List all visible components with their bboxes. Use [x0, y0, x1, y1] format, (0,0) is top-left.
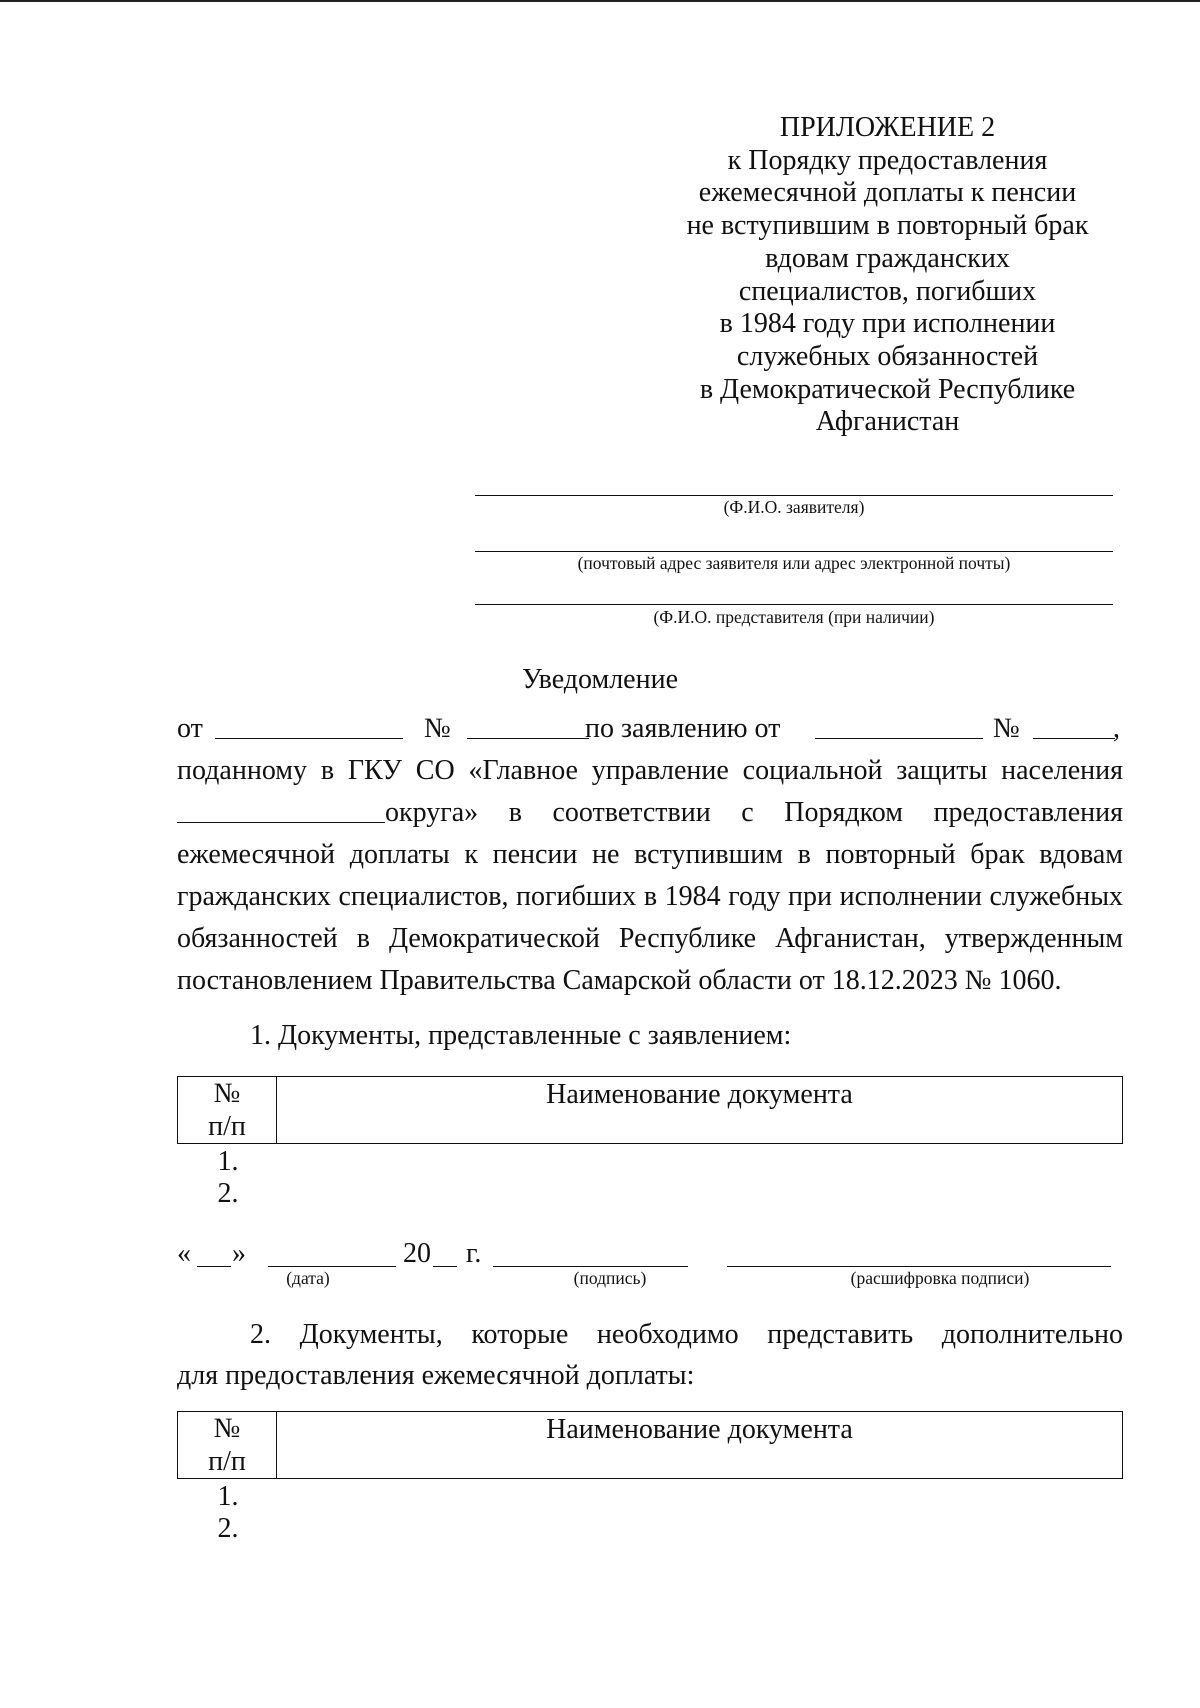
notice-line-3-rest: в соответствии с Порядком предоставления	[508, 797, 1124, 828]
representative-name-field[interactable]	[475, 604, 1113, 605]
table-row-number: 2.	[217, 1178, 239, 1209]
district-word: округа»	[385, 797, 479, 828]
signature-caption: (подпись)	[573, 1268, 647, 1288]
notice-body	[177, 708, 1123, 1002]
notice-date-field[interactable]	[215, 738, 403, 739]
notice-line-6: обязанностей в Демократической Республике Афганистан, утвержденным	[177, 923, 1123, 954]
notice-line-5: гражданских специалистов, погибших в 1984 году при исполнении служебных	[177, 881, 1123, 912]
representative-name-caption: (Ф.И.О. представителя (при наличии)	[653, 607, 935, 627]
section-1-table	[177, 1076, 1123, 1144]
appendix-line: специалистов, погибших	[738, 275, 1037, 307]
section-1-title: 1. Документы, представленные с заявлением:	[250, 1020, 792, 1051]
district-field[interactable]	[177, 822, 385, 823]
notice-line-7: постановлением Правительства Самарской области от 18.12.2023 № 1060.	[177, 965, 1062, 996]
appendix-line: в Демократической Республике	[699, 373, 1076, 405]
year-field[interactable]	[433, 1266, 457, 1267]
notice-title: Уведомление	[521, 664, 678, 695]
table-row-number: 2.	[217, 1513, 239, 1544]
table-row-number: 1.	[217, 1146, 239, 1177]
notice-line-3-text	[385, 792, 1123, 834]
num-pp: п/п	[208, 1111, 246, 1142]
table-header-num	[178, 1077, 277, 1143]
signature-decoding-field[interactable]	[727, 1266, 1111, 1267]
top-border-line	[0, 0, 1200, 2]
table-header-name: Наименование документа	[546, 1414, 853, 1445]
appendix-line: Афганистан	[815, 406, 960, 438]
from-label: от	[177, 713, 203, 744]
num-sign: №	[213, 1078, 241, 1109]
number-sign: №	[424, 713, 451, 744]
by-application-label: по заявлению от	[585, 713, 781, 744]
table-header-num	[178, 1412, 277, 1478]
appendix-line: не вступившим в повторный брак	[686, 210, 1089, 242]
notice-line-4: ежемесячной доплаты к пенсии не вступившим в повторный брак вдовам	[177, 839, 1123, 870]
applicant-address-caption: (почтовый адрес заявителя или адрес электронной почты)	[577, 553, 1011, 573]
table-row-number: 1.	[217, 1481, 239, 1512]
month-field[interactable]	[268, 1266, 396, 1267]
signature-field[interactable]	[493, 1266, 688, 1267]
application-number-field[interactable]	[1033, 738, 1115, 739]
section-2-title-line-1: 2. Документы, которые необходимо представить дополнительно	[250, 1319, 1123, 1350]
appendix-title: ПРИЛОЖЕНИЕ 2	[779, 112, 996, 143]
notice-line-3	[177, 792, 1123, 834]
num-sign: №	[213, 1413, 241, 1444]
day-field[interactable]	[197, 1266, 231, 1267]
year-suffix: г.	[466, 1238, 482, 1269]
appendix-header	[640, 112, 1135, 439]
date-caption: (дата)	[286, 1268, 330, 1288]
application-date-field[interactable]	[815, 738, 983, 739]
year-prefix: 20	[403, 1238, 431, 1269]
applicant-name-caption: (Ф.И.О. заявителя)	[723, 497, 865, 517]
appendix-line: служебных обязанностей	[736, 340, 1039, 372]
notice-line-1	[177, 708, 1123, 750]
table-header-name: Наименование документа	[546, 1079, 853, 1110]
appendix-line: вдовам гражданских	[765, 242, 1010, 274]
num-pp: п/п	[208, 1446, 246, 1477]
appendix-line: ежемесячной доплаты к пенсии	[698, 177, 1077, 209]
number-sign-2: №	[993, 713, 1020, 744]
section-2-title-line-2: для предоставления ежемесячной доплаты:	[177, 1360, 695, 1391]
decoding-caption: (расшифровка подписи)	[850, 1268, 1030, 1288]
notice-line-2: поданному в ГКУ СО «Главное управление социальной защиты населения	[177, 755, 1123, 786]
appendix-line: к Порядку предоставления	[727, 144, 1048, 176]
notice-number-field[interactable]	[467, 738, 589, 739]
applicant-name-field[interactable]	[475, 495, 1113, 496]
appendix-line: в 1984 году при исполнении	[719, 308, 1056, 340]
quote-open: «	[177, 1238, 191, 1269]
section-2-table	[177, 1411, 1123, 1479]
comma: ,	[1113, 713, 1120, 744]
quote-close: »	[232, 1238, 246, 1269]
applicant-address-field[interactable]	[475, 551, 1113, 552]
